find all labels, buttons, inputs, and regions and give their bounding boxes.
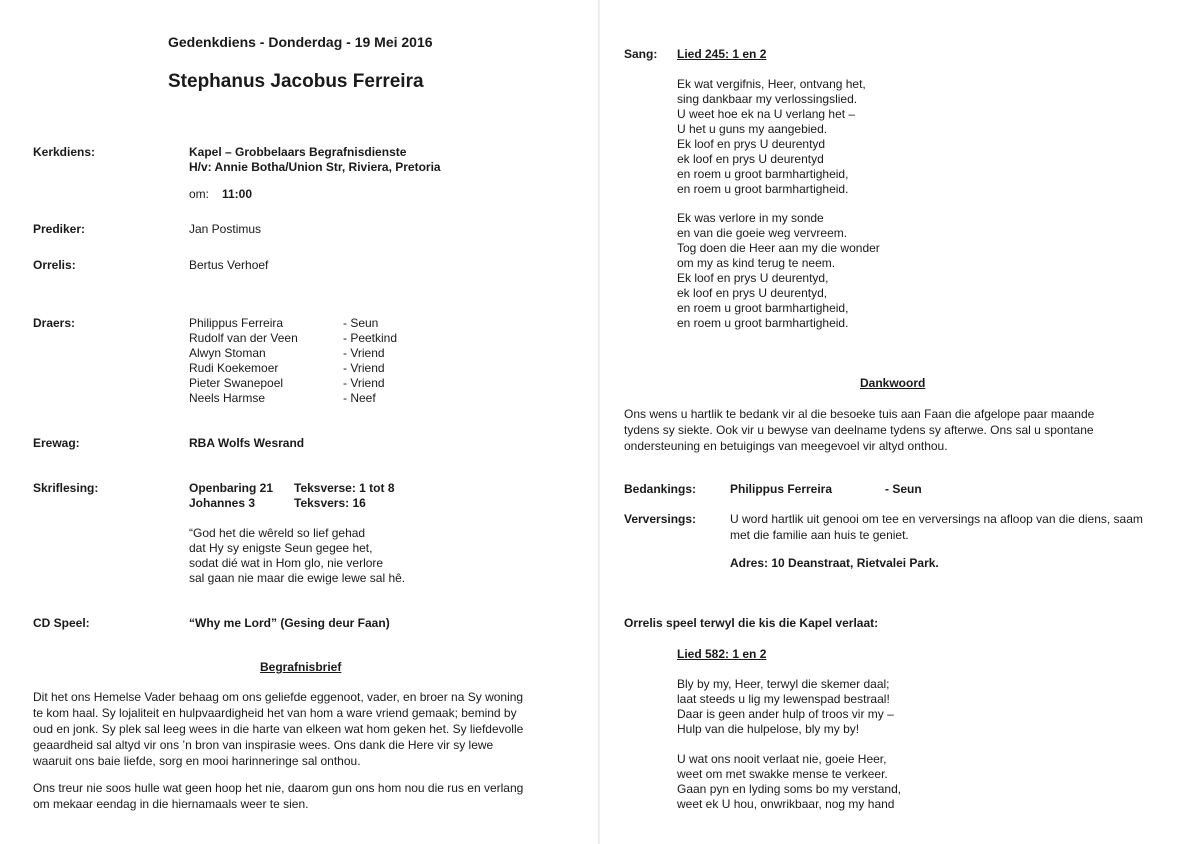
scripture-quote (189, 526, 405, 586)
verse-line: en van die goeie weg vervreem. (677, 226, 848, 240)
quote-line: sal gaan nie maar die ewige lewe sal hê. (189, 571, 406, 585)
paragraph-line: Dit het ons Hemelse Vader behaag om ons geliefde eggenoot, vader, en broer na Sy woning (33, 690, 524, 704)
bedankings-name: Philippus Ferreira (730, 482, 833, 496)
begrafnisbrief-paragraph-2 (33, 780, 523, 812)
verversings-line-1: U word hartlik uit genooi om tee en verversings na afloop van die diens, saam (730, 512, 1143, 526)
verversings-label: Verversings: (624, 512, 697, 526)
paragraph-line: waaruit ons baie liefde, sorg en mooi harinneringe sal onthou. (33, 754, 361, 768)
list-item: - Vriend (343, 346, 385, 360)
hymn-245-verse-1 (677, 77, 866, 197)
list-item: - Vriend (343, 361, 385, 375)
begrafnisbrief-title: Begrafnisbrief (260, 660, 342, 674)
verse-line: om my as kind terug te neem. (677, 256, 836, 270)
hymn-582-verse-1 (677, 677, 894, 737)
kerkdiens-om-label: om: (189, 187, 210, 201)
dankwoord-title: Dankwoord (860, 376, 926, 390)
verse-line: Ek wat vergifnis, Heer, ontvang het, (677, 77, 866, 91)
verse-line: Ek loof en prys U deurentyd, (677, 271, 829, 285)
quote-line: “God het die wêreld so lief gehad (189, 526, 366, 540)
verse-line: weet ek U hou, onwrikbaar, nog my hand (677, 797, 895, 811)
verse-line: Gaan pyn en lyding soms bo my verstand, (677, 782, 902, 796)
scripture-ref-1: Openbaring 21 (189, 481, 274, 495)
verse-line: en roem u groot barmhartigheid, (677, 167, 849, 181)
list-item: - Peetkind (343, 331, 398, 345)
quote-line: dat Hy sy enigste Seun gegee het, (189, 541, 373, 555)
paragraph-line: Ons wens u hartlik te bedank vir al die besoeke tuis aan Faan die afgelope paar maande (624, 407, 1095, 421)
list-item: Philippus Ferreira (189, 316, 284, 330)
page-fold-divider (598, 0, 600, 844)
sang-lied-title: Lied 245: 1 en 2 (677, 47, 767, 61)
sang-label: Sang: (624, 47, 658, 61)
hymn-245-verse-2 (677, 211, 880, 331)
verse-line: ek loof en prys U deurentyd (677, 152, 824, 166)
scripture-verses-2: Teksvers: 16 (294, 496, 366, 510)
begrafnisbrief-paragraph-1 (33, 689, 523, 769)
bedankings-label: Bedankings: (624, 482, 697, 496)
erewag-label: Erewag: (33, 436, 80, 450)
paragraph-line: Ons treur nie soos hulle wat geen hoop het nie, daarom gun ons hom nou die rus en verlang (33, 781, 524, 795)
skriflesing-label: Skriflesing: (33, 481, 99, 495)
cd-label: CD Speel: (33, 616, 90, 630)
paragraph-line: oud en jonk. Sy plek sal leeg wees in die harte van elkeen wat hom geken het. Sy liefdevolle (33, 722, 524, 736)
list-item: Rudi Koekemoer (189, 361, 279, 375)
verse-line: U wat ons nooit verlaat nie, goeie Heer, (677, 752, 887, 766)
dankwoord-paragraph (624, 406, 1094, 454)
orrelis-value: Bertus Verhoef (189, 258, 269, 272)
scripture-verses-1: Teksverse: 1 tot 8 (294, 481, 395, 495)
quote-line: sodat dié wat in Hom glo, nie verlore (189, 556, 384, 570)
list-item: Rudolf van der Veen (189, 331, 298, 345)
paragraph-line: te kom haal. Sy lojaliteit en hulpvaardigheid het van hom a ware vriend gemaak; bemind by (33, 706, 517, 720)
verversings-address: Adres: 10 Deanstraat, Rietvalei Park. (730, 556, 939, 570)
verse-line: Ek was verlore in my sonde (677, 211, 824, 225)
verse-line: weet om met swakke mense te verkeer. (677, 767, 888, 781)
verse-line: Daar is geen ander hulp of troos vir my – (677, 707, 894, 721)
bedankings-relation: - Seun (885, 482, 922, 496)
right-page (602, 0, 1200, 844)
verse-line: Bly by my, Heer, terwyl die skemer daal; (677, 677, 890, 691)
list-item: Neels Harmse (189, 391, 266, 405)
verse-line: U weet hoe ek na U verlang het – (677, 107, 856, 121)
verse-line: U het u guns my aangebied. (677, 122, 828, 136)
verse-line: Ek loof en prys U deurentyd (677, 137, 826, 151)
kerkdiens-address: H/v: Annie Botha/Union Str, Riviera, Pretoria (189, 160, 441, 174)
scripture-ref-2: Johannes 3 (189, 496, 256, 510)
verse-line: sing dankbaar my verlossingslied. (677, 92, 858, 106)
kerkdiens-venue: Kapel – Grobbelaars Begrafnisdienste (189, 145, 407, 159)
verse-line: en roem u groot barmhartigheid. (677, 316, 849, 330)
list-item: - Neef (343, 391, 376, 405)
verse-line: laat steeds u lig my lewenspad bestraal! (677, 692, 890, 706)
paragraph-line: ondersteuning en betuigings van meegevoel vir altyd onthou. (624, 439, 948, 453)
orrelis-label: Orrelis: (33, 258, 76, 272)
verversings-line-2: met die familie aan huis te geniet. (730, 528, 909, 542)
paragraph-line: geaardheid sal altyd vir ons ’n bron van inspirasie wees. Ons dank die Here vir sy lewe (33, 738, 494, 752)
draers-relations (343, 316, 397, 406)
draers-names (189, 316, 298, 406)
list-item: - Vriend (343, 376, 385, 390)
hymn-582-verse-2 (677, 752, 901, 812)
orrelis-speel-heading: Orrelis speel terwyl die kis die Kapel verlaat: (624, 616, 879, 630)
verse-line: en roem u groot barmhartigheid. (677, 182, 849, 196)
verse-line: en roem u groot barmhartigheid, (677, 301, 849, 315)
verse-line: ek loof en prys U deurentyd, (677, 286, 828, 300)
cd-value: “Why me Lord” (Gesing deur Faan) (189, 616, 390, 630)
prediker-label: Prediker: (33, 222, 86, 236)
list-item: Pieter Swanepoel (189, 376, 284, 390)
verse-line: Tog doen die Heer aan my die wonder (677, 241, 880, 255)
prediker-value: Jan Postimus (189, 222, 262, 236)
deceased-name: Stephanus Jacobus Ferreira (168, 71, 424, 92)
left-page (0, 0, 598, 844)
lied-582-title: Lied 582: 1 en 2 (677, 647, 767, 661)
draers-label: Draers: (33, 316, 76, 330)
kerkdiens-time: 11:00 (222, 187, 253, 201)
verse-line: Hulp van die hulpelose, bly my by! (677, 722, 860, 736)
kerkdiens-label: Kerkdiens: (33, 145, 96, 159)
list-item: - Seun (343, 316, 379, 330)
paragraph-line: tydens sy siekte. Ook vir u bewyse van deelname tydens sy afterwe. Ons sal u spontane (624, 423, 1094, 437)
list-item: Alwyn Stoman (189, 346, 266, 360)
service-date-header: Gedenkdiens - Donderdag - 19 Mei 2016 (168, 34, 433, 50)
erewag-value: RBA Wolfs Wesrand (189, 436, 305, 450)
paragraph-line: om mekaar eendag in die hiernamaals weer te sien. (33, 797, 309, 811)
